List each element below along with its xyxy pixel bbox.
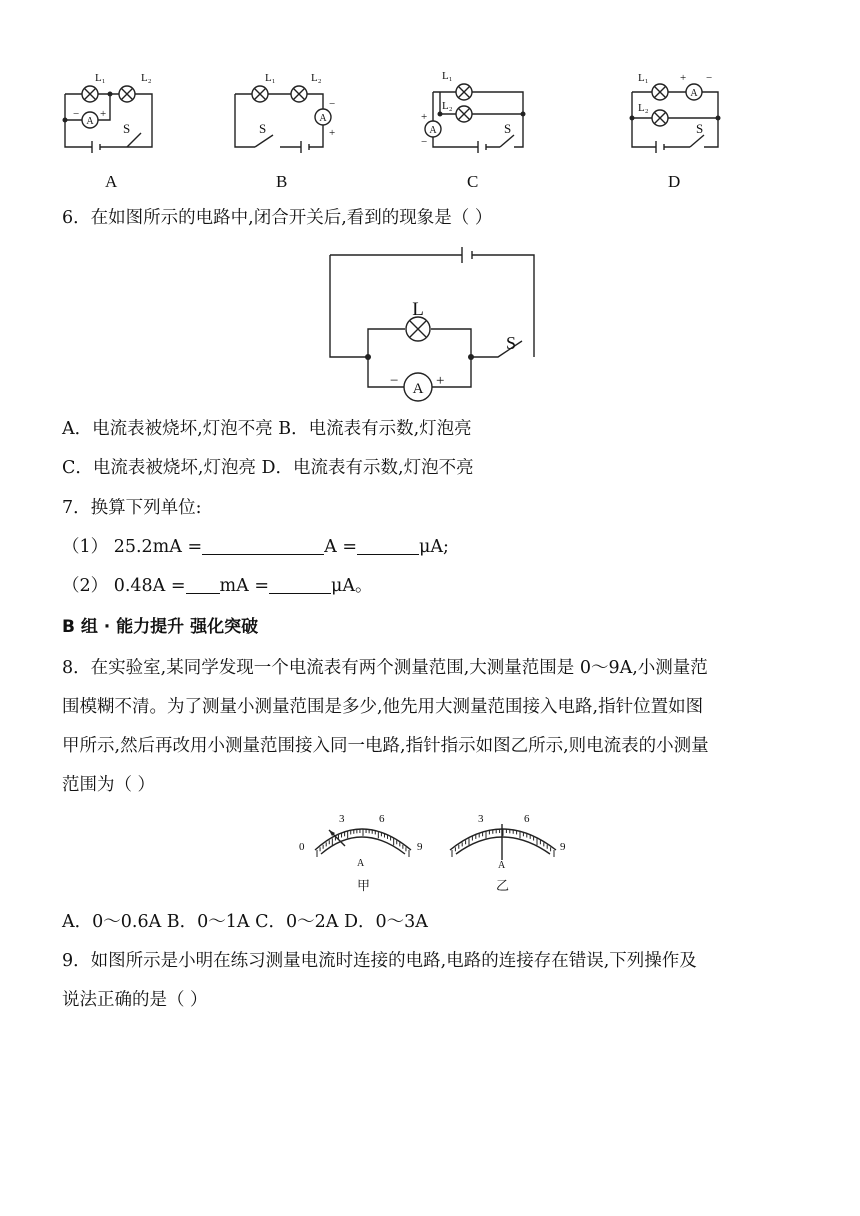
svg-text:甲: 甲	[357, 878, 371, 893]
svg-text:L₂: L₂	[442, 100, 453, 112]
svg-text:−: −	[706, 72, 713, 84]
question-9-line-2: 说法正确的是（ ）	[62, 990, 208, 1010]
svg-text:L₂: L₂	[638, 102, 649, 114]
question-7-part-2: （2） 0.48A = mA = μA。	[62, 576, 373, 596]
option-label-a: A	[105, 172, 118, 191]
answer-blank[interactable]	[357, 536, 419, 555]
svg-text:3: 3	[478, 813, 484, 825]
switch-label: S	[506, 333, 517, 353]
question-8-line-1: 8．在实验室,某同学发现一个电流表有两个测量范围,大测量范围是 0～9A,小测量范	[62, 658, 708, 678]
svg-text:L₁: L₁	[442, 70, 453, 82]
svg-text:6: 6	[524, 813, 530, 825]
svg-text:+: +	[421, 111, 428, 123]
svg-text:L₂: L₂	[141, 72, 152, 84]
svg-text:A: A	[429, 125, 437, 136]
question-8-options: A．0～0.6A B．0～1A C．0～2A D．0～3A	[62, 912, 428, 932]
svg-text:+: +	[680, 72, 687, 84]
svg-text:L₁: L₁	[95, 72, 106, 84]
question-7-part-1: （1） 25.2mA = A = μA;	[62, 537, 449, 557]
answer-blank[interactable]	[202, 536, 324, 555]
svg-text:+: +	[329, 127, 336, 139]
svg-text:S: S	[504, 121, 512, 136]
svg-text:A: A	[319, 113, 327, 124]
option-label-c: C	[467, 172, 479, 191]
ammeter-dial-jia	[295, 808, 435, 898]
question-8-line-2: 围模糊不清。为了测量小测量范围是多少,他先用大测量范围接入电路,指针位置如图	[62, 697, 704, 717]
question-6-options-1: A．电流表被烧坏,灯泡不亮 B．电流表有示数,灯泡亮	[62, 419, 472, 439]
ammeter-dial-yi	[440, 808, 580, 898]
circuit-option-d	[620, 65, 735, 155]
svg-text:S: S	[259, 121, 267, 136]
answer-blank[interactable]	[269, 575, 331, 594]
svg-text:−: −	[73, 108, 80, 120]
svg-text:0: 0	[299, 841, 305, 853]
svg-text:S: S	[123, 121, 131, 136]
meter-a-symbol: A	[86, 116, 94, 127]
ammeter-label: A	[412, 381, 424, 397]
question-9-line-1: 9．如图所示是小明在练习测量电流时连接的电路,电路的连接存在错误,下列操作及	[62, 951, 697, 971]
svg-text:−: −	[329, 98, 336, 110]
svg-text:S: S	[696, 121, 704, 136]
question-6-options-2: C．电流表被烧坏,灯泡亮 D．电流表有示数,灯泡不亮	[62, 458, 474, 478]
svg-text:6: 6	[379, 813, 385, 825]
question-8-line-3: 甲所示,然后再改用小测量范围接入同一电路,指针指示如图乙所示,则电流表的小测量	[62, 736, 709, 756]
circuit-option-b	[225, 65, 345, 155]
svg-text:A: A	[357, 858, 365, 869]
svg-text:+: +	[100, 108, 107, 120]
svg-text:9: 9	[417, 841, 423, 853]
question-6-circuit	[320, 245, 545, 395]
circuit-option-a	[55, 65, 165, 155]
circuit-option-c	[418, 65, 538, 155]
svg-text:+: +	[436, 373, 445, 389]
section-b-heading: B 组 · 能力提升 强化突破	[62, 617, 259, 637]
question-7-stem: 7．换算下列单位:	[62, 498, 202, 518]
answer-blank[interactable]	[186, 575, 220, 594]
svg-text:A: A	[498, 860, 506, 871]
option-label-b: B	[276, 172, 288, 191]
svg-text:9: 9	[560, 841, 566, 853]
svg-text:−: −	[421, 136, 428, 148]
question-8-line-4: 范围为（ ）	[62, 775, 156, 795]
option-label-d: D	[668, 172, 681, 191]
svg-text:3: 3	[339, 813, 345, 825]
svg-text:L₁: L₁	[265, 72, 276, 84]
lamp-label: L	[412, 299, 424, 320]
svg-text:L₁: L₁	[638, 72, 649, 84]
svg-text:A: A	[690, 88, 698, 99]
svg-text:乙: 乙	[496, 878, 510, 893]
question-6-stem: 6．在如图所示的电路中,闭合开关后,看到的现象是（ ）	[62, 208, 493, 228]
svg-text:−: −	[390, 373, 399, 389]
svg-text:L₂: L₂	[311, 72, 322, 84]
